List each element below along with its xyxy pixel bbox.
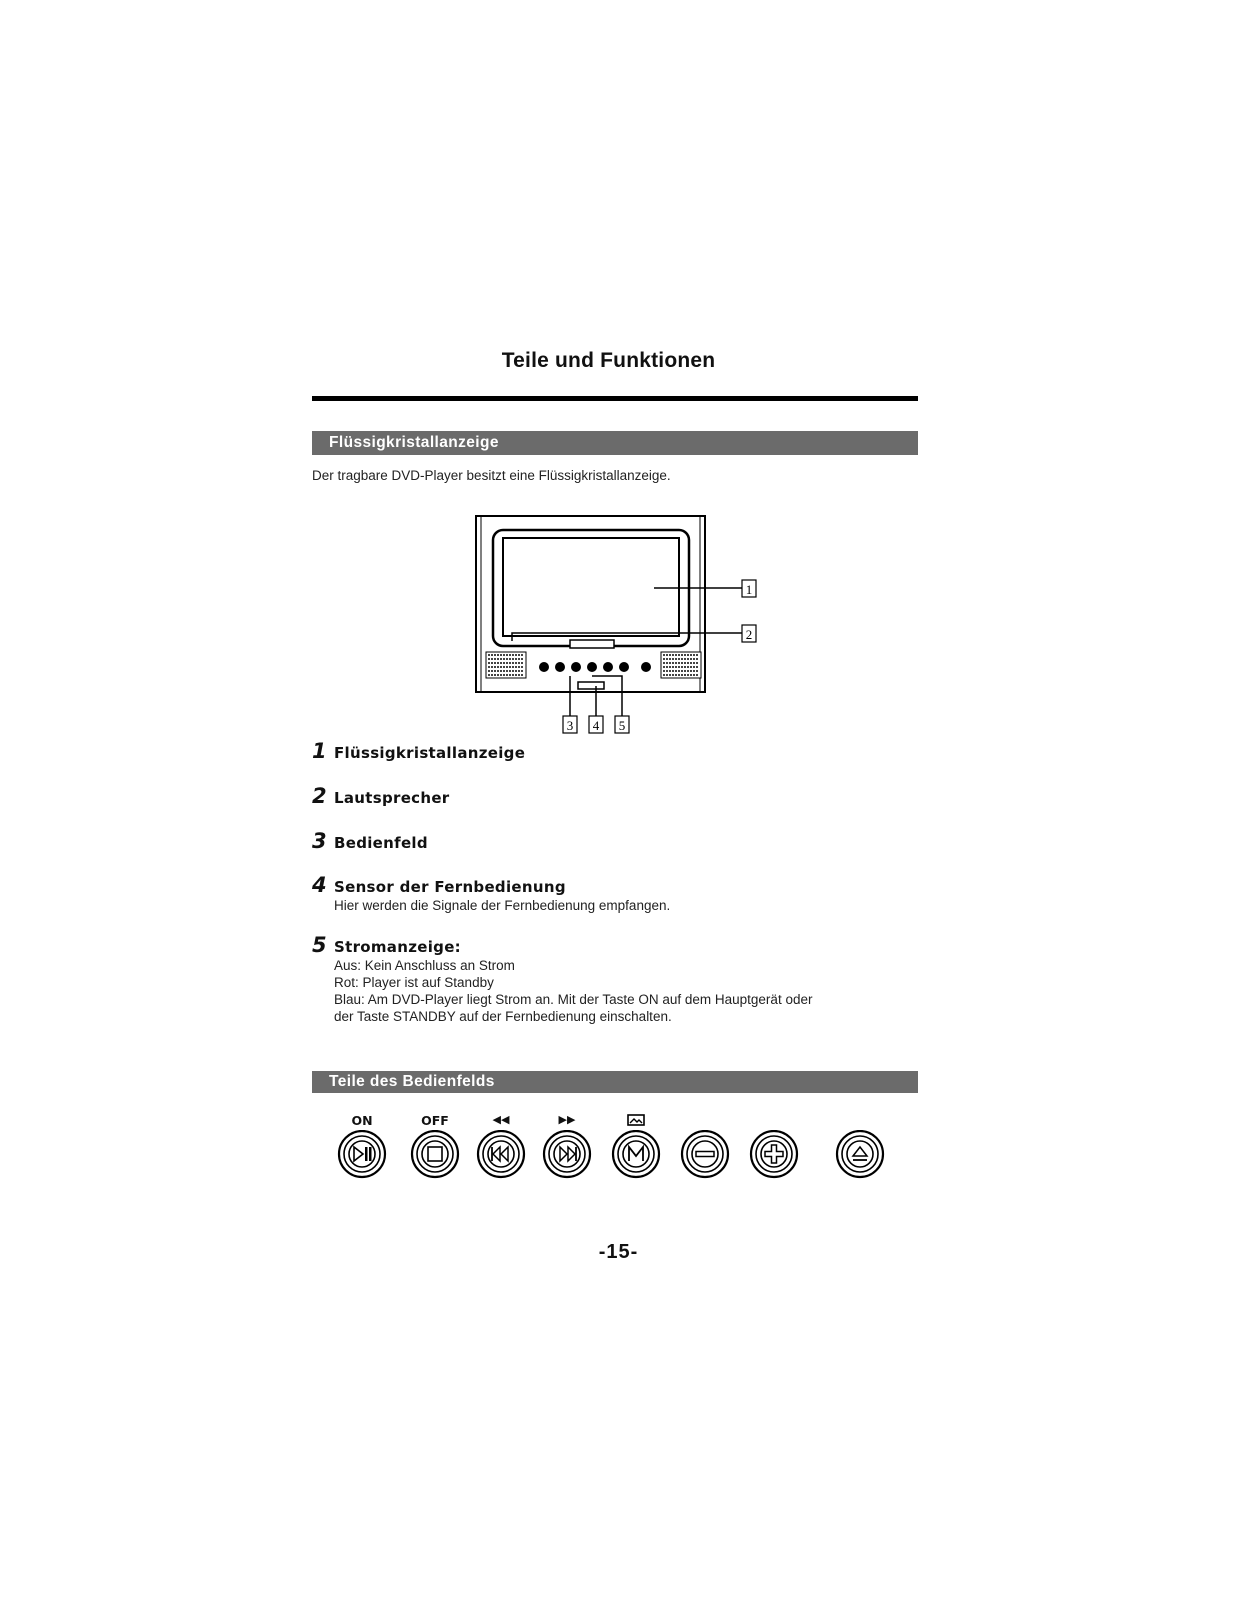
eject-icon[interactable]	[837, 1131, 883, 1177]
callout-1: 1	[745, 582, 753, 597]
label-off: OFF	[421, 1113, 449, 1128]
speaker-grille-left	[486, 652, 526, 678]
item-title: Flüssigkristallanzeige	[334, 744, 526, 762]
callout-5: 5	[618, 718, 626, 733]
item-description: Hier werden die Signale der Fernbedienung empfangen.	[334, 898, 671, 913]
page-title: Teile und Funktionen	[501, 349, 716, 372]
item-description-line: der Taste STANDBY auf der Fernbedienung einschalten.	[334, 1009, 672, 1024]
speaker-grille-right	[661, 652, 701, 678]
label-rewind: ◀◀	[492, 1113, 510, 1126]
item-title: Sensor der Fernbedienung	[334, 878, 566, 896]
item-number: 4	[312, 873, 327, 897]
minus-icon[interactable]	[682, 1131, 728, 1177]
item-number: 2	[312, 784, 327, 808]
stop-icon[interactable]	[412, 1131, 458, 1177]
item-description-line: Blau: Am DVD-Player liegt Strom an. Mit der Taste ON auf dem Hauptgerät oder	[334, 992, 813, 1007]
control-panel-diagram	[0, 1130, 1237, 1210]
callout-4: 4	[592, 718, 600, 733]
callout-3: 3	[566, 718, 574, 733]
item-title: Bedienfeld	[334, 834, 428, 852]
label-on: ON	[351, 1113, 373, 1128]
item-3	[312, 829, 428, 853]
control-panel-buttons	[539, 662, 651, 672]
item-2	[312, 784, 450, 808]
item-number: 1	[312, 739, 327, 763]
page-number: -15-	[598, 1241, 639, 1263]
play-pause-icon[interactable]	[339, 1131, 385, 1177]
intro-text: Der tragbare DVD-Player besitzt eine Flüssigkristallanzeige.	[312, 468, 671, 483]
item-title: Lautsprecher	[334, 789, 450, 807]
next-icon[interactable]	[544, 1131, 590, 1177]
section-header-lcd: Flüssigkristallanzeige	[312, 431, 918, 455]
label-fast-forward: ▶▶	[558, 1113, 576, 1126]
callout-2: 2	[745, 627, 753, 642]
previous-icon[interactable]	[478, 1131, 524, 1177]
remote-sensor	[578, 682, 604, 689]
item-title: Stromanzeige:	[334, 938, 461, 956]
plus-icon[interactable]	[751, 1131, 797, 1177]
menu-icon[interactable]	[613, 1131, 659, 1177]
item-1	[312, 739, 525, 763]
item-number: 3	[312, 829, 327, 853]
item-description-line: Aus: Kein Anschluss an Strom	[334, 958, 515, 973]
lcd-screen	[503, 538, 679, 636]
dvd-player-diagram	[0, 0, 1237, 760]
item-4	[312, 873, 670, 914]
item-description-line: Rot: Player ist auf Standby	[334, 975, 494, 990]
label-display-icon	[626, 1113, 646, 1127]
item-number: 5	[312, 933, 327, 957]
item-5	[312, 933, 812, 1025]
section-header-panel: Teile des Bedienfelds	[312, 1071, 918, 1093]
